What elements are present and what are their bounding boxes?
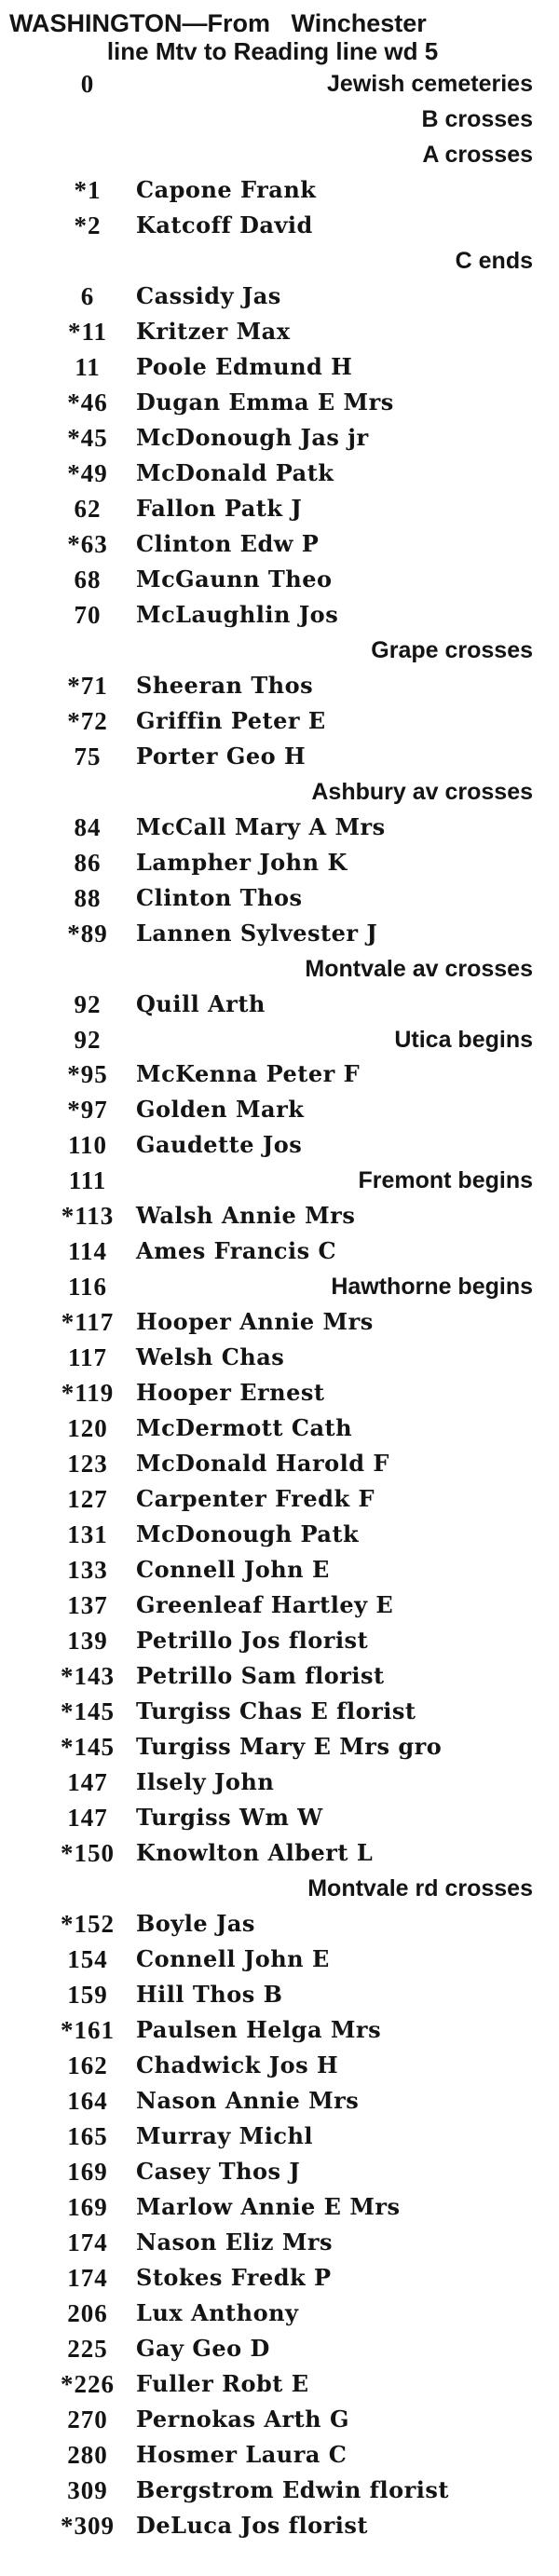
directory-entry (0, 1023, 559, 1056)
house-number: 111 (68, 1166, 107, 1195)
directory-entry (0, 598, 559, 632)
house-number: *97 (67, 1096, 108, 1124)
directory-entry (0, 421, 559, 455)
house-number: *309 (61, 2511, 115, 2540)
house-number: 92 (74, 989, 102, 1018)
house-number: 139 (67, 1627, 108, 1656)
resident-name: Nason Annie Mrs (136, 2086, 360, 2114)
resident-name: McLaughlin Jos (136, 600, 339, 628)
resident-name: Lux Anthony (136, 2298, 299, 2326)
directory-entry (0, 1695, 559, 1728)
house-number: *113 (61, 1202, 115, 1231)
directory-entry (0, 1411, 559, 1445)
house-number: 88 (74, 883, 102, 912)
directory-entry (0, 775, 559, 809)
resident-name: Kritzer Max (136, 317, 291, 345)
house-number: 0 (80, 70, 95, 98)
house-number: *143 (61, 1662, 115, 1691)
directory-entry (0, 1164, 559, 1197)
house-number: *95 (67, 1060, 108, 1089)
resident-name: Stokes Fredk P (136, 2263, 332, 2291)
resident-name: McDonough Jas jr (136, 423, 369, 451)
house-number: 70 (74, 600, 102, 629)
resident-name: Chadwick Jos H (136, 2051, 339, 2079)
street-heading (9, 11, 536, 36)
house-number: 127 (67, 1485, 108, 1514)
street-heading-rest: —From Winchester (182, 9, 427, 37)
directory-entry (0, 1093, 559, 1126)
house-number: 270 (67, 2405, 108, 2433)
directory-entry (0, 952, 559, 986)
directory-entry (0, 1518, 559, 1551)
house-number: 86 (74, 848, 102, 877)
resident-name: Connell John E (136, 1556, 330, 1584)
directory-entry (0, 350, 559, 384)
house-number: 131 (67, 1520, 108, 1549)
house-number: 169 (67, 2157, 108, 2186)
house-number: 6 (80, 281, 95, 310)
street-landmark: Grape crosses (371, 636, 533, 663)
directory-entry (0, 2332, 559, 2365)
house-number: 280 (67, 2440, 108, 2469)
resident-name: Clinton Thos (136, 883, 303, 911)
house-number: 133 (67, 1556, 108, 1585)
resident-name: Poole Edmund H (136, 352, 353, 380)
resident-name: Boyle Jas (136, 1910, 255, 1937)
house-number: *145 (61, 1697, 115, 1726)
directory-entry (0, 846, 559, 879)
resident-name: Nason Eliz Mrs (136, 2228, 334, 2256)
directory-entry (0, 138, 559, 171)
directory-entry (0, 1482, 559, 1516)
resident-name: Greenleaf Hartley E (136, 1591, 394, 1619)
directory-entry (0, 2190, 559, 2224)
directory-entry (0, 1447, 559, 1480)
house-number: 174 (67, 2228, 108, 2256)
house-number: 62 (74, 494, 102, 523)
house-number: *145 (61, 1733, 115, 1762)
resident-name: Cassidy Jas (136, 281, 281, 309)
resident-name: Gaudette Jos (136, 1131, 303, 1159)
directory-entry (0, 1128, 559, 1162)
directory-entry (0, 1553, 559, 1587)
street-landmark: C ends (455, 247, 533, 274)
house-number: 114 (67, 1237, 107, 1266)
directory-entry (0, 386, 559, 419)
directory-entry (0, 2438, 559, 2472)
resident-name: Quill Arth (136, 989, 266, 1017)
house-number: 147 (67, 1804, 108, 1832)
resident-name: Ilsely John (136, 1768, 275, 1795)
house-number: *89 (67, 919, 108, 947)
house-number: *63 (67, 529, 108, 558)
resident-name: Paulsen Helga Mrs (136, 2015, 382, 2043)
resident-name: Hooper Ernest (136, 1379, 325, 1407)
directory-entry (0, 881, 559, 915)
house-number: 162 (67, 2051, 108, 2079)
resident-name: Fallon Patk J (136, 494, 303, 522)
resident-name: Casey Thos J (136, 2157, 301, 2185)
resident-name: Hooper Annie Mrs (136, 1308, 374, 1336)
directory-entry (0, 1588, 559, 1622)
house-number: *49 (67, 458, 108, 487)
house-number: 120 (67, 1414, 108, 1443)
resident-name: Fuller Robt E (136, 2369, 309, 2397)
directory-entry (0, 1305, 559, 1339)
directory-entry (0, 2049, 559, 2082)
street-subheading: line Mtv to Reading line wd 5 (106, 37, 439, 65)
resident-name: Clinton Edw P (136, 529, 320, 557)
directory-entry (0, 1942, 559, 1976)
resident-name: Petrillo Sam florist (136, 1662, 385, 1690)
directory-entry (0, 1836, 559, 1870)
directory-entry (0, 988, 559, 1021)
resident-name: Marlow Annie E Mrs (136, 2192, 401, 2220)
directory-entry (0, 1376, 559, 1410)
house-number: 137 (67, 1591, 108, 1620)
resident-name: Capone Frank (136, 175, 317, 203)
directory-entry (0, 563, 559, 596)
directory-entry (0, 1199, 559, 1233)
house-number: *46 (67, 388, 108, 416)
resident-name: Gay Geo D (136, 2334, 270, 2362)
house-number: 68 (74, 565, 102, 593)
resident-name: Katcoff David (136, 211, 313, 239)
house-number: *72 (67, 706, 108, 735)
house-number: 164 (67, 2086, 108, 2115)
house-number: 174 (67, 2263, 108, 2292)
street-landmark: Montvale rd crosses (307, 1875, 533, 1901)
house-number: 206 (67, 2298, 108, 2327)
resident-name: McDonald Harold F (136, 1450, 389, 1478)
directory-entry (0, 2013, 559, 2047)
house-number: *161 (61, 2015, 115, 2044)
street-landmark: Fremont begins (358, 1167, 533, 1194)
directory-entry (0, 457, 559, 490)
resident-name: Bergstrom Edwin florist (136, 2475, 449, 2503)
house-number: 116 (67, 1273, 107, 1302)
resident-name: Petrillo Jos florist (136, 1627, 369, 1655)
resident-name: Murray Michl (136, 2121, 314, 2149)
directory-entry (0, 2226, 559, 2259)
directory-entry (0, 1765, 559, 1799)
house-number: *119 (61, 1379, 115, 1408)
resident-name: Turgiss Chas E florist (136, 1697, 416, 1725)
house-number: 84 (74, 812, 102, 841)
resident-name: McGaunn Theo (136, 565, 333, 593)
house-number: *152 (61, 1910, 115, 1938)
resident-name: Turgiss Mary E Mrs gro (136, 1733, 443, 1761)
resident-name: Turgiss Wm W (136, 1804, 323, 1831)
directory-entry (0, 740, 559, 773)
house-number: 159 (67, 1980, 108, 2009)
directory-entry (0, 67, 559, 101)
house-number: 11 (75, 352, 101, 381)
resident-name: Lannen Sylvester J (136, 919, 378, 947)
directory-entry (0, 1801, 559, 1834)
resident-name: Sheeran Thos (136, 671, 314, 699)
house-number: 225 (67, 2334, 108, 2363)
directory-entry (0, 1624, 559, 1657)
resident-name: Hosmer Laura C (136, 2440, 348, 2468)
resident-name: Dugan Emma E Mrs (136, 388, 394, 416)
house-number: 92 (74, 1025, 102, 1054)
directory-entry (0, 173, 559, 207)
house-number: 110 (67, 1131, 107, 1160)
street-landmark: Montvale av crosses (305, 955, 533, 982)
house-number: *1 (74, 175, 102, 204)
house-number: *2 (74, 211, 102, 239)
house-number: 123 (67, 1450, 108, 1479)
street-landmark: Utica begins (394, 1026, 533, 1053)
directory-entry (0, 2297, 559, 2330)
directory-entry (0, 1730, 559, 1764)
directory-entry (0, 1659, 559, 1693)
directory-entry (0, 2119, 559, 2153)
house-number: 117 (67, 1343, 107, 1372)
directory-entry (0, 209, 559, 242)
street-landmark: B crosses (421, 106, 533, 132)
house-number: 154 (67, 1944, 108, 1973)
resident-name: Porter Geo H (136, 742, 307, 770)
street-landmark: A crosses (422, 142, 533, 168)
directory-entry (0, 811, 559, 844)
resident-name: McDonough Patk (136, 1520, 360, 1548)
directory-entry (0, 1872, 559, 1905)
directory-entry (0, 2155, 559, 2188)
resident-name: Knowlton Albert L (136, 1839, 374, 1866)
directory-entry (0, 315, 559, 348)
street-landmark: Ashbury av crosses (311, 778, 533, 805)
directory-entry (0, 492, 559, 525)
resident-name: Connell John E (136, 1944, 330, 1972)
directory-entry (0, 2261, 559, 2295)
house-number: *45 (67, 423, 108, 452)
directory-entry (0, 1907, 559, 1941)
resident-name: Carpenter Fredk F (136, 1485, 375, 1513)
house-number: *71 (67, 671, 108, 700)
directory-entry (0, 2509, 559, 2542)
directory-entry (0, 2367, 559, 2401)
directory-entry (0, 1341, 559, 1374)
resident-name: Griffin Peter E (136, 706, 326, 734)
directory-entry (0, 917, 559, 950)
resident-name: DeLuca Jos florist (136, 2511, 368, 2539)
directory-entry (0, 634, 559, 667)
directory-entry (0, 2403, 559, 2436)
house-number: 147 (67, 1768, 108, 1796)
house-number: *226 (61, 2369, 115, 2398)
directory-entry (0, 244, 559, 278)
house-number: *11 (67, 317, 107, 346)
directory-entry (0, 2474, 559, 2507)
house-number: *150 (61, 1839, 115, 1867)
street-landmark: Jewish cemeteries (327, 71, 533, 97)
resident-name: Welsh Chas (136, 1343, 285, 1371)
house-number: *117 (61, 1308, 115, 1337)
resident-name: Walsh Annie Mrs (136, 1202, 356, 1230)
directory-entry (0, 2084, 559, 2118)
resident-name: Hill Thos B (136, 1980, 283, 2008)
resident-name: Ames Francis C (136, 1237, 337, 1265)
directory-entry (0, 704, 559, 738)
street-landmark: Hawthorne begins (331, 1274, 533, 1301)
resident-name: McCall Mary A Mrs (136, 812, 386, 840)
directory-entry (0, 1978, 559, 2011)
directory-entry (0, 669, 559, 702)
directory-entry (0, 1234, 559, 1268)
resident-name: McDermott Cath (136, 1414, 353, 1442)
directory-entry (0, 279, 559, 313)
directory-entry (0, 1270, 559, 1303)
street-name: WASHINGTON (9, 9, 183, 37)
house-number: 309 (67, 2475, 108, 2504)
resident-name: Lampher John K (136, 848, 348, 876)
house-number: 169 (67, 2192, 108, 2221)
house-number: 165 (67, 2121, 108, 2150)
resident-name: McKenna Peter F (136, 1060, 361, 1088)
directory-entry (0, 102, 559, 136)
directory-entry (0, 1057, 559, 1091)
resident-name: McDonald Patk (136, 458, 334, 486)
directory-entry (0, 527, 559, 561)
resident-name: Pernokas Arth G (136, 2405, 349, 2433)
house-number: 75 (74, 742, 102, 770)
resident-name: Golden Mark (136, 1096, 305, 1124)
